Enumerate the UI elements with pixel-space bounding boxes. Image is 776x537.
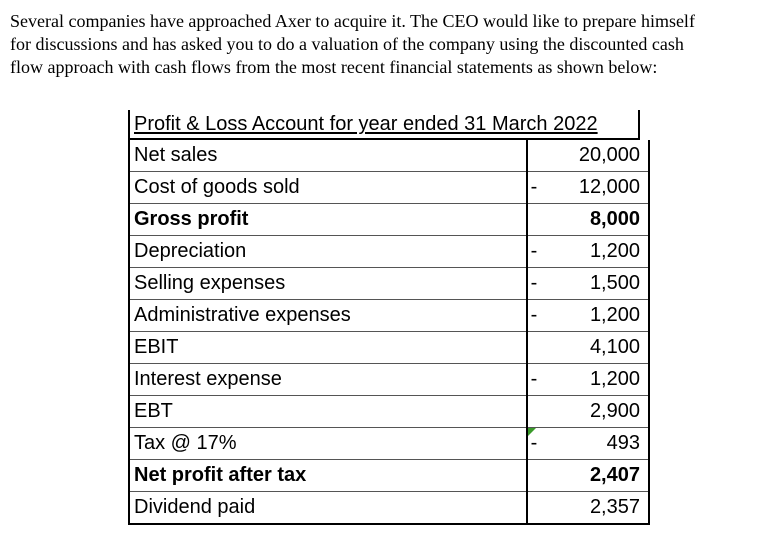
row-amount: 1,200 [540,364,649,396]
row-sign [527,332,540,364]
row-sign [527,460,540,492]
row-amount: 12,000 [540,172,649,204]
row-sign: - [527,236,540,268]
row-amount: 4,100 [540,332,649,364]
row-sign: - [527,300,540,332]
row-sign [527,204,540,236]
row-sign: - [527,172,540,204]
statement-title-row [128,110,640,140]
row-amount: 20,000 [540,140,649,172]
statement-row [129,492,649,525]
statement-row [129,332,649,364]
statement-row [129,172,649,204]
row-label: Selling expenses [129,268,527,300]
statement-row [129,268,649,300]
row-label: EBIT [129,332,527,364]
row-amount: 2,407 [540,460,649,492]
statement-row [129,396,649,428]
intro-line-3: flow approach with cash flows from the most recent financial statements as shown below: [10,57,658,77]
row-label: EBT [129,396,527,428]
intro-line-2: for discussions and has asked you to do a valuation of the company using the discounted cash [10,34,684,54]
row-label: Dividend paid [129,492,527,525]
row-amount: 1,500 [540,268,649,300]
row-label: Cost of goods sold [129,172,527,204]
row-sign: - [527,428,540,460]
comment-marker-icon [528,428,536,436]
statement-title: Profit & Loss Account for year ended 31 March 2022 [134,113,598,135]
row-amount: 2,357 [540,492,649,525]
intro-line-1: Several companies have approached Axer to acquire it. The CEO would like to prepare himself [10,11,695,31]
statement-row [129,364,649,396]
row-sign [527,396,540,428]
row-amount: 2,900 [540,396,649,428]
row-sign [527,140,540,172]
row-sign: - [527,268,540,300]
row-amount: 493 [540,428,649,460]
row-label: Tax @ 17% [129,428,527,460]
row-amount: 8,000 [540,204,649,236]
statement-grid [128,140,650,525]
row-sign [527,492,540,525]
row-label: Net sales [129,140,527,172]
row-label: Administrative expenses [129,300,527,332]
row-label: Depreciation [129,236,527,268]
row-label: Gross profit [129,204,527,236]
statement-row [129,428,649,460]
statement-row [129,300,649,332]
statement-row [129,460,649,492]
row-label: Net profit after tax [129,460,527,492]
statement-row [129,204,649,236]
row-sign: - [527,364,540,396]
profit-loss-table [128,110,640,525]
statement-row [129,236,649,268]
intro-paragraph [10,10,770,79]
statement-row [129,140,649,172]
row-amount: 1,200 [540,300,649,332]
row-amount: 1,200 [540,236,649,268]
row-label: Interest expense [129,364,527,396]
